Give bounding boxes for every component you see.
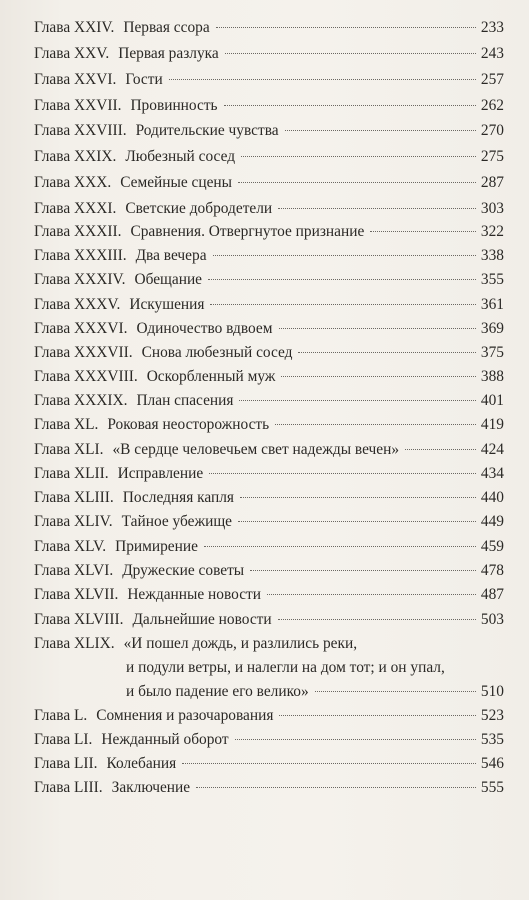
chapter-label: Глава XXXII. — [34, 223, 122, 240]
toc-entry — [34, 608, 504, 632]
dot-leader — [370, 231, 476, 232]
toc-entry — [34, 535, 504, 559]
chapter-label: Глава XXXIV. — [34, 271, 126, 288]
toc-entry — [34, 583, 504, 607]
chapter-label: Глава XXVI. — [34, 71, 117, 88]
chapter-label: Глава XLVI. — [34, 562, 114, 579]
page-number: 287 — [480, 174, 504, 191]
chapter-label: Глава XXXV. — [34, 296, 121, 313]
toc-entry — [34, 317, 504, 341]
page-number: 546 — [480, 755, 504, 772]
chapter-title: Искушения — [129, 296, 205, 313]
chapter-label: Глава XLI. — [34, 441, 104, 458]
chapter-label: Глава XXXIX. — [34, 392, 128, 409]
chapter-label: Глава L. — [34, 707, 88, 724]
page-number: 233 — [480, 19, 504, 36]
chapter-title: Первая ссора — [123, 19, 210, 36]
toc-entry — [34, 94, 504, 118]
toc-entry — [34, 462, 504, 486]
chapter-title: Провинность — [130, 97, 218, 114]
chapter-title: «И пошел дождь, и разлились реки, — [123, 635, 358, 652]
page-number: 449 — [480, 513, 504, 530]
page-number: 424 — [480, 441, 504, 458]
page-number: 257 — [480, 71, 504, 88]
chapter-title-continuation: и подули ветры, и налегли на дом тот; и он упал, — [126, 658, 445, 676]
toc-entry — [34, 197, 504, 221]
page-number: 275 — [480, 148, 504, 165]
toc-entry — [34, 365, 504, 389]
dot-leader — [225, 53, 476, 54]
toc-entry — [34, 510, 504, 534]
page-number: 434 — [480, 465, 504, 482]
toc-entry — [34, 68, 504, 92]
chapter-label: Глава XLIII. — [34, 489, 114, 506]
chapter-label: Глава XXXVI. — [34, 320, 128, 337]
page-number: 322 — [480, 223, 504, 240]
toc-entry — [34, 486, 504, 510]
toc-entry — [34, 42, 504, 66]
page-number: 401 — [480, 392, 504, 409]
chapter-title: Обещание — [134, 271, 203, 288]
chapter-title: Семейные сцены — [120, 174, 233, 191]
chapter-label: Глава XXVIII. — [34, 122, 127, 139]
dot-leader — [285, 130, 476, 131]
chapter-title: Дальнейшие новости — [132, 611, 272, 628]
chapter-title: Тайное убежище — [121, 513, 233, 530]
chapter-title: Гости — [125, 71, 163, 88]
page-number: 419 — [480, 416, 504, 433]
chapter-label: Глава XLVIII. — [34, 611, 124, 628]
page-number: 510 — [480, 682, 504, 700]
dot-leader — [224, 105, 476, 106]
chapter-title: Родительские чувства — [135, 122, 279, 139]
dot-leader — [235, 739, 476, 740]
dot-leader — [182, 763, 476, 764]
chapter-title: Нежданный оборот — [101, 731, 229, 748]
dot-leader — [239, 400, 476, 401]
dot-leader — [238, 182, 476, 183]
dot-leader — [279, 328, 477, 329]
chapter-title: Последняя капля — [122, 489, 235, 506]
dot-leader — [210, 304, 476, 305]
chapter-label: Глава LII. — [34, 755, 98, 772]
toc-entry — [34, 413, 504, 437]
chapter-title: Светские добродетели — [125, 200, 273, 217]
dot-leader — [250, 570, 476, 571]
chapter-title: Заключение — [111, 779, 191, 796]
dot-leader — [213, 255, 476, 256]
chapter-title: Дружеские советы — [122, 562, 245, 579]
dot-leader — [241, 156, 476, 157]
page-number: 535 — [480, 731, 504, 748]
toc-entry — [34, 244, 504, 268]
toc-entry — [34, 293, 504, 317]
dot-leader — [204, 546, 476, 547]
chapter-label: Глава XLIX. — [34, 635, 115, 652]
toc-entry — [34, 119, 504, 143]
page-number: 388 — [480, 368, 504, 385]
toc-entry-multiline — [34, 632, 504, 703]
chapter-title: Исправление — [117, 465, 204, 482]
page-number: 487 — [480, 586, 504, 603]
chapter-label: Глава XXV. — [34, 45, 110, 62]
chapter-label: Глава XXIX. — [34, 148, 117, 165]
dot-leader — [208, 279, 476, 280]
dot-leader — [278, 619, 476, 620]
toc-entry — [34, 16, 504, 40]
chapter-label: Глава XXXIII. — [34, 247, 127, 264]
chapter-label: Глава XLV. — [34, 538, 107, 555]
chapter-label: Глава XXXI. — [34, 200, 117, 217]
chapter-title: Оскорбленный муж — [146, 368, 276, 385]
chapter-title: «В сердце человечьем свет надежды вечен» — [112, 441, 400, 458]
dot-leader — [240, 497, 476, 498]
dot-leader — [278, 208, 476, 209]
page-number: 555 — [480, 779, 504, 796]
chapter-title: Роковая неосторожность — [107, 416, 270, 433]
chapter-title: Одиночество вдвоем — [136, 320, 273, 337]
page-number: 303 — [480, 200, 504, 217]
chapter-label: Глава XXVII. — [34, 97, 122, 114]
chapter-label: Глава XXIV. — [34, 19, 115, 36]
page-number: 361 — [480, 296, 504, 313]
dot-leader — [196, 787, 476, 788]
page-number: 355 — [480, 271, 504, 288]
page-number: 262 — [480, 97, 504, 114]
dot-leader — [267, 594, 476, 595]
chapter-title: Снова любезный сосед — [141, 344, 293, 361]
toc-entry — [34, 728, 504, 752]
chapter-label: Глава XL. — [34, 416, 99, 433]
chapter-title: Любезный сосед — [125, 148, 236, 165]
toc-entry — [34, 704, 504, 728]
page-number: 503 — [480, 611, 504, 628]
chapter-label: Глава LIII. — [34, 779, 103, 796]
chapter-title: Примирение — [115, 538, 198, 555]
toc-entry — [34, 752, 504, 776]
dot-leader — [216, 27, 476, 28]
toc-entry — [34, 438, 504, 462]
dot-leader — [275, 424, 476, 425]
toc-entry — [34, 171, 504, 195]
toc-entry — [34, 341, 504, 365]
page-number: 243 — [480, 45, 504, 62]
toc-entry — [34, 220, 504, 244]
chapter-title: План спасения — [136, 392, 234, 409]
dot-leader — [298, 352, 476, 353]
page-number: 369 — [480, 320, 504, 337]
chapter-label: Глава XLVII. — [34, 586, 119, 603]
toc-entry — [34, 145, 504, 169]
page-number: 478 — [480, 562, 504, 579]
dot-leader — [279, 715, 476, 716]
dot-leader — [405, 449, 476, 450]
dot-leader — [209, 473, 476, 474]
dot-leader — [281, 376, 476, 377]
chapter-title: Сравнения. Отвергнутое признание — [130, 223, 365, 240]
chapter-label: Глава XXXVII. — [34, 344, 133, 361]
toc-entry — [34, 559, 504, 583]
chapter-title: Колебания — [106, 755, 177, 772]
chapter-label: Глава XXXVIII. — [34, 368, 138, 385]
chapter-label: Глава LI. — [34, 731, 93, 748]
page-number: 375 — [480, 344, 504, 361]
dot-leader — [169, 79, 476, 80]
chapter-label: Глава XXX. — [34, 174, 112, 191]
chapter-title: Первая разлука — [118, 45, 219, 62]
toc-entry — [34, 389, 504, 413]
page-number: 338 — [480, 247, 504, 264]
chapter-title-continuation: и было падение его велико» — [126, 682, 309, 700]
chapter-label: Глава XLII. — [34, 465, 109, 482]
chapter-title: Нежданные новости — [127, 586, 262, 603]
chapter-label: Глава XLIV. — [34, 513, 113, 530]
toc-entry — [34, 268, 504, 292]
page-number: 459 — [480, 538, 504, 555]
page-number: 523 — [480, 707, 504, 724]
chapter-title: Два вечера — [135, 247, 207, 264]
chapter-title: Сомнения и разочарования — [96, 707, 274, 724]
dot-leader — [238, 521, 476, 522]
page-number: 270 — [480, 122, 504, 139]
toc-entry — [34, 776, 504, 800]
page-number: 440 — [480, 489, 504, 506]
dot-leader — [315, 691, 476, 692]
